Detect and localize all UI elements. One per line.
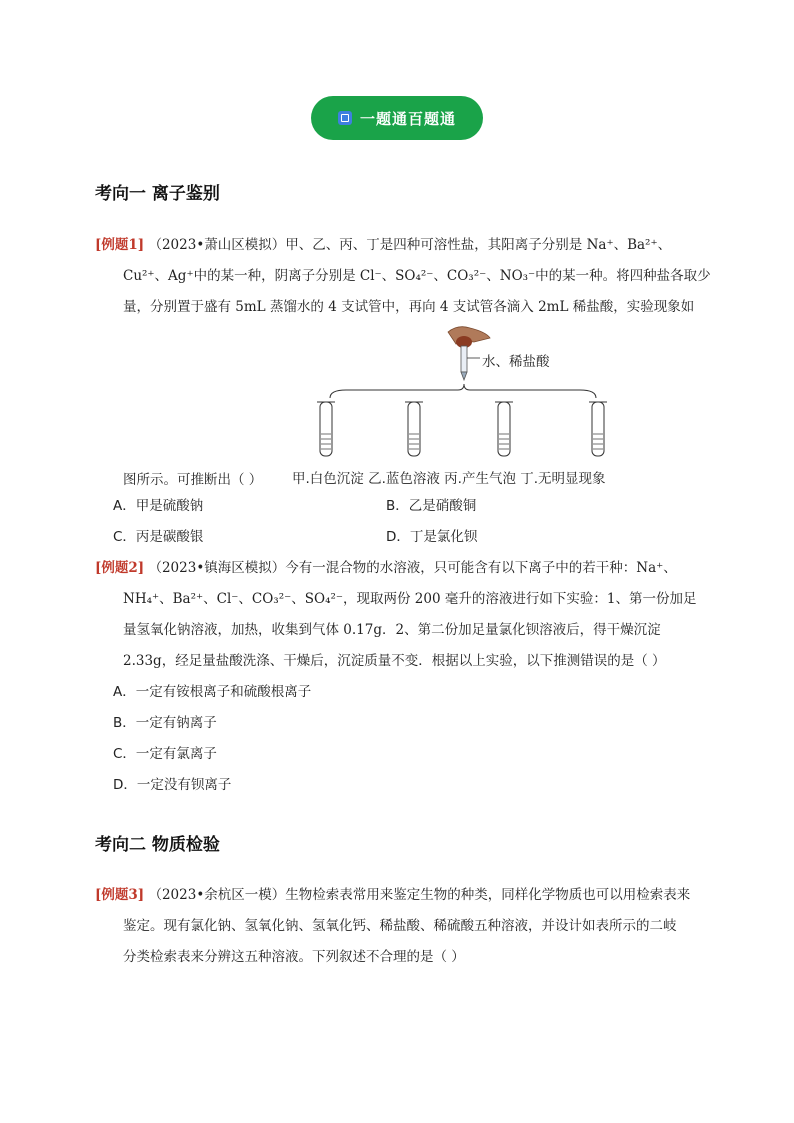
test-tube-icon [317, 402, 335, 456]
q2-line4: 2.33g，经足量盐酸洗涤、干燥后，沉淀质量不变．根据以上实验，以下推测错误的是（ ） [123, 653, 666, 669]
observations-label: 甲.白色沉淀 乙.蓝色溶液 丙.产生气泡 丁.无明显现象 [292, 471, 606, 487]
q2-option-c: C．一定有氯离子 [113, 746, 217, 762]
q2-line3: 量氢氧化钠溶液，加热，收集到气体 0.17g．2、第二份加足量氯化钡溶液后，得干燥沉淀 [123, 622, 661, 638]
q1-option-a: A．甲是硫酸钠 [113, 498, 204, 514]
q2-option-d: D．一定没有钡离子 [113, 777, 232, 793]
banner [311, 96, 483, 140]
q1-tag: [例题1] [95, 237, 145, 253]
q2-option-b: B．一定有钠离子 [113, 715, 217, 731]
dropper-label: 水、稀盐酸 [482, 354, 550, 370]
q3-line3: 分类检索表来分辨这五种溶液。下列叙述不合理的是（ ） [123, 949, 465, 965]
checklist-icon [338, 111, 352, 125]
q1-source: （2023•萧山区模拟） [148, 237, 286, 253]
q1-option-c: C．丙是碳酸银 [113, 529, 204, 545]
q3-source: （2023•余杭区一模） [148, 887, 286, 903]
section-title-1: 考向一 离子鉴别 [95, 184, 220, 204]
q2-source: （2023•镇海区模拟） [148, 560, 286, 576]
q1-line1 [95, 236, 671, 254]
q2-option-a: A．一定有铵根离子和硫酸根离子 [113, 684, 312, 700]
q3-line2: 鉴定。现有氯化钠、氢氧化钠、氢氧化钙、稀盐酸、稀硫酸五种溶液，并设计如表所示的二岐 [123, 918, 677, 934]
q3-line1 [95, 886, 690, 904]
test-tube-icon [589, 402, 607, 456]
q2-line2: NH₄⁺、Ba²⁺、Cl⁻、CO₃²⁻、SO₄²⁻，现取两份 200 毫升的溶液进行如下实验：1、第一份加足 [123, 591, 697, 607]
q1-line3: 量，分别置于盛有 5mL 蒸馏水的 4 支试管中，再向 4 支试管各滴入 2mL 稀盐酸，实验现象如 [123, 299, 695, 315]
q3-text1: 生物检索表常用来鉴定生物的种类，同样化学物质也可以用检索表来 [285, 887, 691, 903]
test-tube-icon [405, 402, 423, 456]
q1-line4: 图所示。可推断出（ ） [123, 472, 263, 488]
banner-text: 一题通百题通 [359, 109, 456, 128]
test-tube-figure [288, 322, 668, 492]
q1-option-b: B．乙是硝酸铜 [386, 498, 477, 514]
q1-option-d: D．丁是氯化钡 [386, 529, 478, 545]
q2-line1 [95, 559, 677, 577]
q1-line2: Cu²⁺、Ag⁺中的某一种，阴离子分别是 Cl⁻、SO₄²⁻、CO₃²⁻、NO₃⁻中的某一种。将四种盐各取少 [123, 268, 711, 284]
q3-tag: [例题3] [95, 887, 145, 903]
section-title-2: 考向二 物质检验 [95, 835, 220, 855]
q1-text1: 甲、乙、丙、丁是四种可溶性盐，其阳离子分别是 Na⁺、Ba²⁺、 [285, 237, 672, 253]
test-tube-icon [495, 402, 513, 456]
q2-text1: 今有一混合物的水溶液，只可能含有以下离子中的若干种：Na⁺、 [285, 560, 677, 576]
q2-tag: [例题2] [95, 560, 145, 576]
